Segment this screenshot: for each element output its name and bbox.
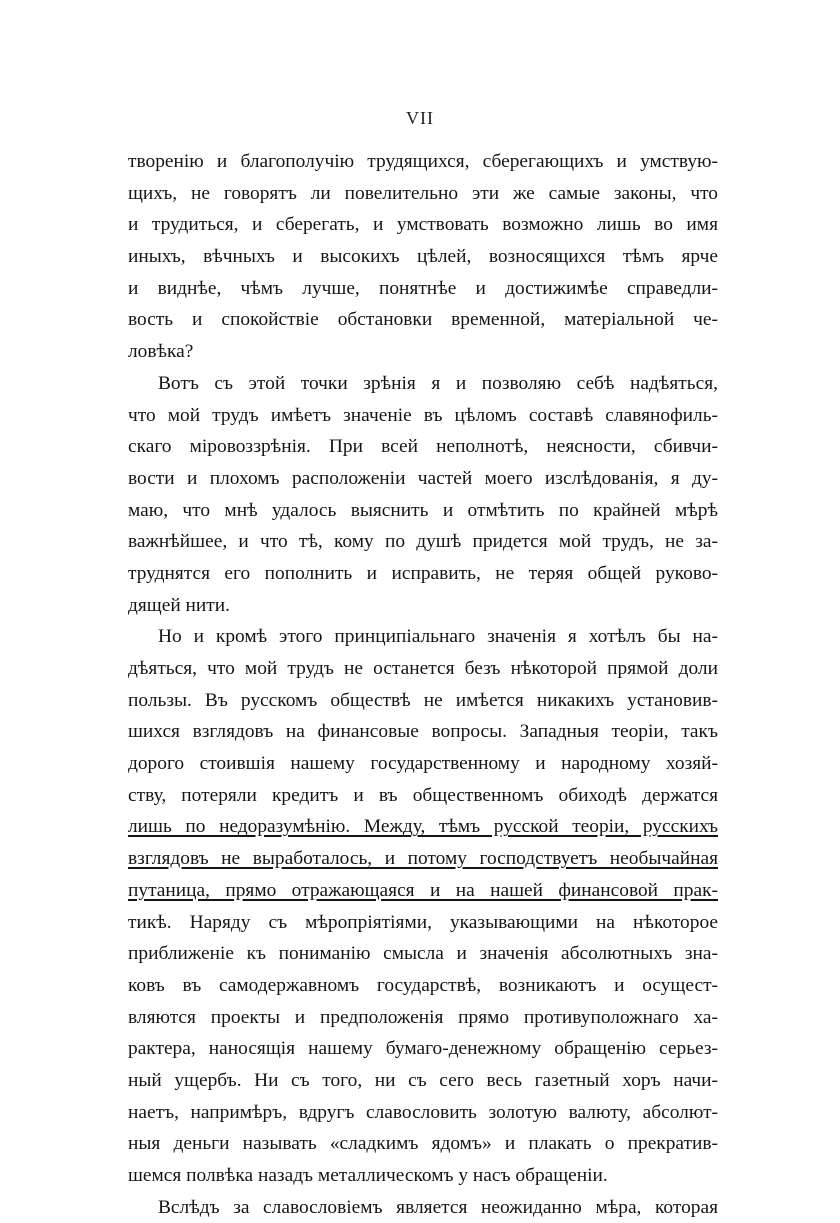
text-line: и трудиться, и сберегать, и умствовать возможно лишь во имя [128,214,718,236]
text-line: творенію и благополучію трудящихся, сберегающихъ и умствую- [128,151,718,172]
text-line: Вслѣдъ за славословіемъ является неожиданно мѣра, которая [158,1196,718,1218]
text-line: труднятся его пополнить и исправить, не теряя общей руково- [128,562,718,584]
text-line: Но и кромѣ этого принципіальнаго значенія я хотѣлъ бы на- [158,626,718,648]
text-line: щихъ, не говорятъ ли повелительно эти же самые законы, что [128,182,718,204]
text-line: иныхъ, вѣчныхъ и высокихъ цѣлей, возносящихся тѣмъ ярче [128,246,718,268]
text-line: и виднѣе, чѣмъ лучше, понятнѣе и достижимѣе справедли- [128,277,718,299]
paragraph-3 [128,621,718,1191]
text-line: важнѣйшее, и что тѣ, кому по душѣ придется мой трудъ, не за- [128,531,718,553]
text-line: тикѣ. Наряду съ мѣропріятіями, указывающими на нѣкоторое [128,911,718,933]
text-line: наетъ, напримѣръ, вдругъ славословить золотую валюту, абсолют- [128,1101,718,1123]
underlined-text-line: лишь по недоразумѣнію. Между, тѣмъ русской теоріи, русскихъ [128,816,718,838]
paragraph-4 [128,1192,718,1223]
underlined-text-line: взглядовъ не выработалось, и потому господствуетъ необычайная [128,848,718,870]
text-line: Вотъ съ этой точки зрѣнія я и позволяю себѣ надѣяться, [158,372,718,394]
text-line: дорого стоившія нашему государственному и народному хозяй- [128,753,718,775]
underlined-text-line: путаница, прямо отражающаяся и на нашей финансовой прак- [128,879,718,901]
text-line: ловѣка? [128,341,194,363]
body-text [128,146,718,1223]
text-line: вость и спокойствіе обстановки временной, матеріальной че- [128,309,718,331]
page-number: VII [406,108,434,128]
text-line: шемся полвѣка назадъ металлическомъ у насъ обращеніи. [128,1165,608,1186]
text-line: вляются проекты и предположенія прямо противуположнаго ха- [128,1006,718,1028]
text-line: вости и плохомъ расположеніи частей моего изслѣдованія, я ду- [128,467,718,489]
text-line: дѣяться, что мой трудъ не останется безъ нѣкоторой прямой доли [128,658,718,679]
text-line: ству, потеряли кредитъ и въ общественномъ обиходѣ держатся [128,784,718,806]
text-line: что мой трудъ имѣетъ значеніе въ цѣломъ составѣ славянофиль- [128,404,718,426]
text-line: приближеніе къ пониманію смысла и значенія абсолютныхъ зна- [128,943,718,965]
text-line: шихся взглядовъ на финансовые вопросы. Западныя теоріи, такъ [128,721,718,743]
text-line: ныя деньги называть «сладкимъ ядомъ» и плакать о прекратив- [128,1133,718,1155]
text-line: маю, что мнѣ удалось выяснить и отмѣтить по крайней мѣрѣ [128,499,718,521]
text-line: рактера, наносящія нашему бумаго-денежному обращенію серьез- [128,1038,718,1060]
text-line: ный ущербъ. Ни съ того, ни съ сего весь газетный хоръ начи- [128,1069,718,1091]
paragraph-1 [128,146,718,368]
text-line: пользы. Въ русскомъ обществѣ не имѣется никакихъ установив- [128,689,718,711]
text-line: ковъ въ самодержавномъ государствѣ, возникаютъ и осущест- [128,974,718,996]
paragraph-2 [128,368,718,622]
text-line: скаго міровоззрѣнія. При всей неполнотѣ, неясности, сбивчи- [128,436,718,458]
text-line: дящей нити. [128,594,230,616]
